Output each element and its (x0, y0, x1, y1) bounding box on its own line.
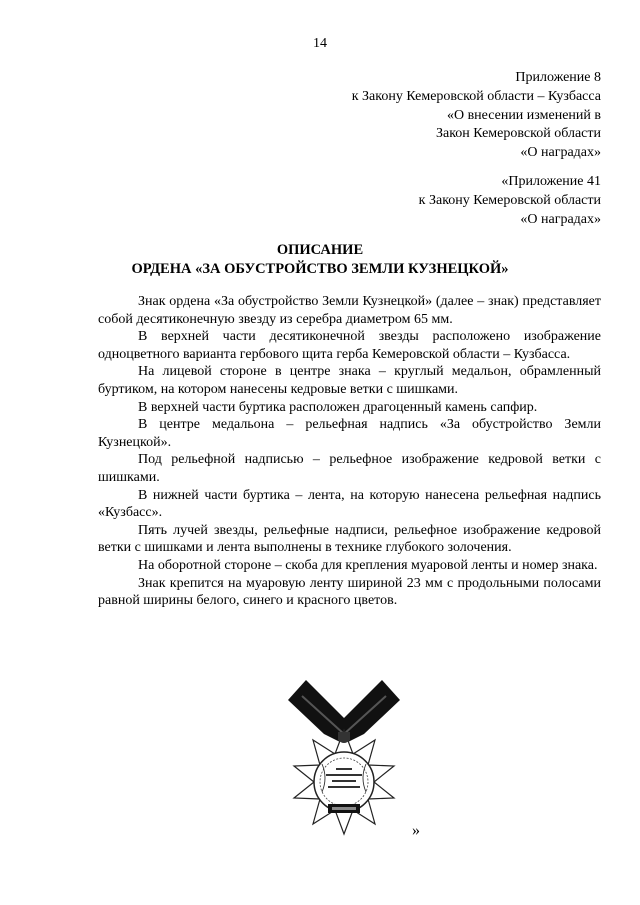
paragraph: В нижней части буртика – лента, на которую нанесена рельефная надпись «Кузбасс». (98, 487, 601, 521)
title-line-2: ОРДЕНА «ЗА ОБУСТРОЙСТВО ЗЕМЛИ КУЗНЕЦКОЙ» (131, 261, 509, 277)
appendix-line: «О внесении изменений в (446, 107, 601, 123)
appendix-line: к Закону Кемеровской области – Кузбасса (351, 88, 601, 104)
appendix-line: «О наградах» (520, 211, 601, 227)
appendix-line: «О наградах» (520, 145, 601, 161)
paragraph: В верхней части десятиконечной звезды расположено изображение одноцветного варианта гербового щита герба Кемеровской области – Кузбасса. (98, 329, 601, 362)
appendix-8-header (352, 69, 601, 163)
appendix-line: «Приложение 41 (501, 174, 601, 189)
paragraph: В верхней части буртика расположен драгоценный камень сапфир. (138, 399, 538, 415)
page-number: 14 (313, 36, 327, 51)
paragraph: Знак ордена «За обустройство Земли Кузнецкой» (далее – знак) представляет собой десятиконечную звезду из серебра диаметром 65 мм. (98, 294, 601, 327)
order-badge-image (280, 674, 408, 840)
appendix-line: Приложение 8 (515, 70, 601, 85)
document-title (0, 241, 640, 279)
appendix-41-header (419, 173, 601, 229)
appendix-line: Закон Кемеровской области (435, 126, 601, 142)
closing-quote: » (412, 822, 420, 839)
paragraph: В центре медальона – рельефная надпись «За обустройство Земли Кузнецкой». (98, 417, 601, 450)
description-body (98, 293, 601, 610)
paragraph: На лицевой стороне в центре знака – круглый медальон, обрамленный буртиком, на котором нанесены кедровые ветки с шишками. (98, 364, 601, 397)
paragraph: На оборотной стороне – скоба для крепления муаровой ленты и номер знака. (138, 557, 598, 573)
paragraph: Пять лучей звезды, рельефные надписи, рельефное изображение кедровой ветки с шишками и лента выполнены в технике глубокого золочения. (98, 522, 601, 556)
paragraph: Знак крепится на муаровую ленту шириной 23 мм с продольными полосами равной ширины белого, синего и красного цветов. (98, 575, 601, 609)
paragraph: Под рельефной надписью – рельефное изображение кедровой ветки с шишками. (98, 452, 601, 485)
appendix-line: к Закону Кемеровской области (418, 192, 601, 208)
title-line-1: ОПИСАНИЕ (276, 242, 364, 258)
